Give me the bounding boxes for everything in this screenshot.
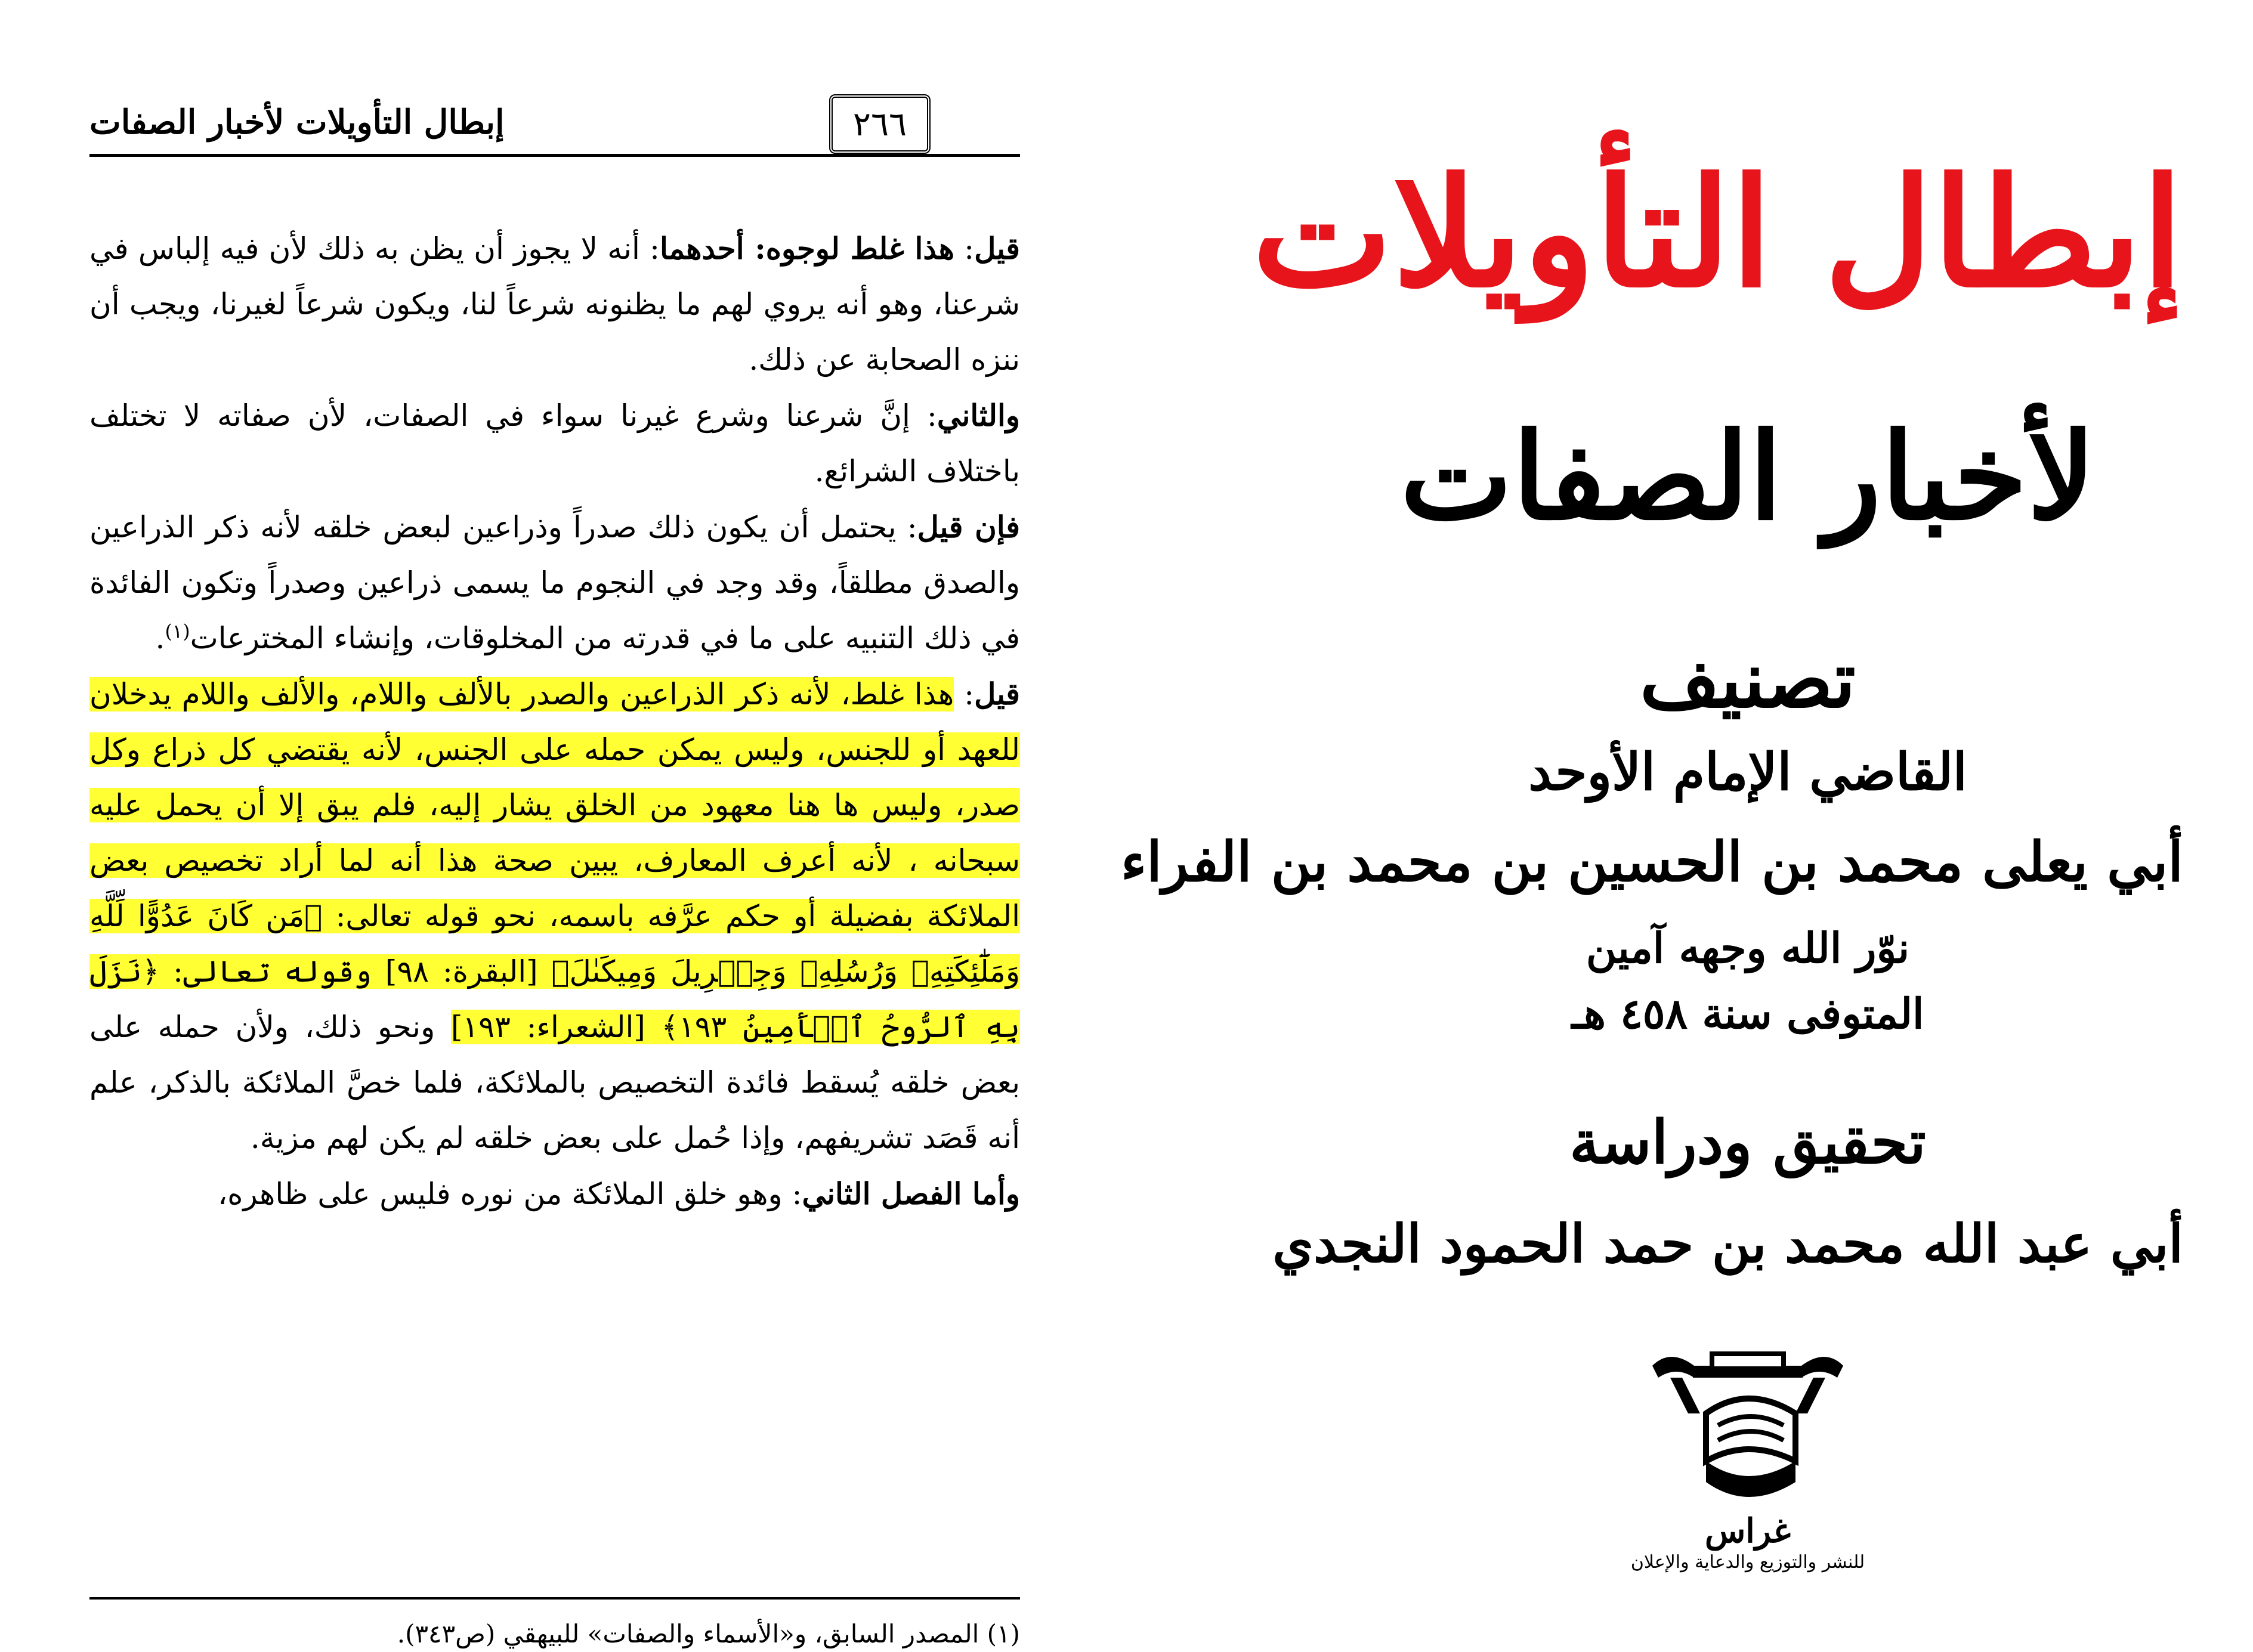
book-title: إبطال التأويلات (1251, 145, 2183, 320)
title-page (1121, 119, 2183, 1580)
paragraph-highlighted (89, 666, 1020, 1166)
editing-label: تحقيق ودراسة (1569, 1107, 1926, 1177)
highlighted-paragraph-lead: قيل (974, 676, 1020, 711)
paragraph-3-lead-sep: : (896, 510, 917, 545)
publisher-tagline: للنشر والتوزيع والدعاية والإعلان (1630, 1552, 1865, 1573)
paragraph-1-text: : أنه لا يجوز أن يظن به ذلك لأن فيه إلباس في شرعنا، وهو أنه يروي لهم ما يظنونه شرعاً لنا، ويكون شرعاً لغيرنا، ويجب أن ننزه الصحابة عن ذلك. (89, 231, 1020, 377)
footnote-rule (89, 1597, 1020, 1600)
author-name: أبي يعلى محمد بن الحسين بن محمد بن الفراء (1121, 830, 2183, 894)
paragraph-1-lead-sep: : (954, 231, 975, 266)
footnote-reference[interactable]: (١) (165, 620, 190, 643)
running-title: إبطال التأويلات لأخبار الصفات (89, 103, 505, 142)
highlighted-paragraph-rest: ونحو ذلك، ولأن حمله على بعض خلقه يُسقط فائدة التخصيص بالملائكة، فلما خصَّ الملائكة بالذكر، علم أنه قَصَد تشريفهم، وإذا حُمل على بعض خلقه لم يكن لهم مزية. (89, 1010, 1020, 1155)
paragraph-3 (89, 499, 1020, 666)
running-header (89, 89, 1020, 161)
editor-name: أبي عبد الله محمد بن حمد الحمود النجدي (1272, 1212, 2183, 1274)
body-text (89, 221, 1020, 1222)
paragraph-last (89, 1166, 1020, 1222)
paragraph-1-bold: هذا غلط لوجوه: أحدهما (660, 231, 955, 266)
text-page (89, 89, 1020, 1648)
compiled-by-label: تصنيف (1640, 634, 1856, 725)
paragraph-2 (89, 388, 1020, 499)
paragraph-2-text: إنَّ شرعنا وشرع غيرنا سواء في الصفات، لأن صفاته لا تختلف باختلاف الشرائع. (89, 398, 1020, 488)
footnote: (١) المصدر السابق، و«الأسماء والصفات» للبيهقي (ص٣٤٣). (397, 1619, 1020, 1648)
paragraph-1-lead: قيل (974, 231, 1020, 266)
highlighted-paragraph-lead-sep: : (954, 677, 975, 711)
last-paragraph-lead: وأما الفصل الثاني (802, 1176, 1020, 1211)
publisher-name: غراس (1704, 1511, 1791, 1551)
last-paragraph-text: وهو خلق الملائكة من نوره فليس على ظاهره، (218, 1177, 783, 1211)
publisher-logo-icon (1646, 1342, 1849, 1515)
paragraph-2-lead: والثاني (937, 398, 1020, 433)
page-number: ٢٦٦ (829, 94, 931, 154)
publisher-emblem-icon (1646, 1342, 1849, 1515)
header-rule (89, 154, 1020, 157)
highlighted-text[interactable]: هذا غلط، لأنه ذكر الذراعين والصدر بالألف واللام، والألف واللام يدخلان للعهد أو للجنس، وليس يمكن حمله على الجنس، لأنه يقتضي كل ذراع وكل صدر، وليس ها هنا معهود من الخلق يشار إليه، فلم يبق إلا أن يحمل عليه سبحانه ، لأنه أعرف المعارف، يبين صحة هذا أنه لما أراد تخصيص بعض الملائكة بفضيلة أو حكم عرَّفه باسمه، نحو قوله تعالى: ﴿مَن كَانَ عَدُوًّا لِّلَّهِ وَمَلَٰٓئِكَتِهِۦ وَرُسُلِهِۦ وَجِبۡرِيلَ وَمِيكَىٰلَ﴾ [البقرة: ٩٨] وقوله تعالى: ﴿نَزَلَ بِهِ ٱلرُّوحُ ٱلۡأَمِينُ ١٩٣﴾ [الشعراء: ١٩٣] (89, 677, 1020, 1044)
book-subtitle: لأخبار الصفات (1400, 407, 2096, 547)
author-death-year: المتوفى سنة ٤٥٨ هـ (1571, 989, 1924, 1038)
author-blessing: نوّر الله وجهه آمين (1586, 923, 1910, 973)
last-paragraph-lead-sep: : (782, 1177, 802, 1211)
paragraph-3-text: يحتمل أن يكون ذلك صدراً وذراعين لبعض خلقه لأنه ذكر الذراعين والصدق مطلقاً، وقد وجد في النجوم ما يسمى ذراعين وصدراً وتكون الفائدة في ذلك التنبيه على ما في قدرته من المخلوقات، وإنشاء المخترعات (89, 510, 1020, 655)
author-title: القاضي الإمام الأوحد (1528, 742, 1967, 802)
paragraph-1 (89, 221, 1020, 388)
paragraph-3-lead: فإن قيل (917, 509, 1020, 545)
paragraph-3-end: . (155, 621, 165, 655)
paragraph-2-lead-sep: : (910, 398, 937, 433)
